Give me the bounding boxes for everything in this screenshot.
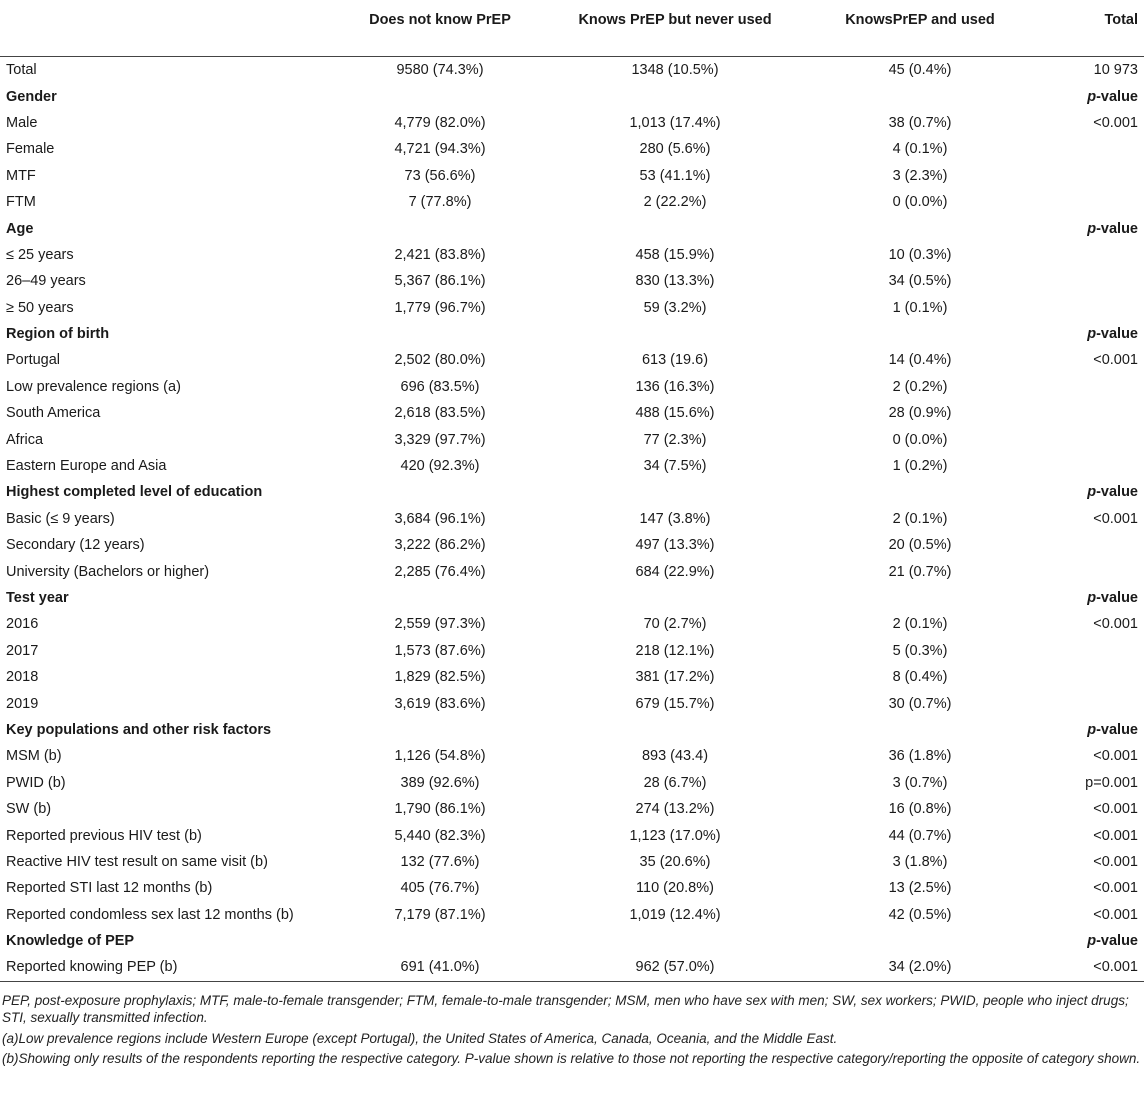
table-row <box>0 453 1144 479</box>
cell-knows-never-used: 77 (2.3%) <box>643 431 707 448</box>
table-row <box>0 770 1144 796</box>
row-label: 2017 <box>6 642 39 659</box>
empty-cell <box>550 479 800 505</box>
cell-total-pvalue: 10 973 <box>1093 62 1138 79</box>
pvalue-heading-suffix: -value <box>1096 590 1138 606</box>
cell-total-pvalue: <0.001 <box>1093 748 1138 765</box>
cell-knows-never-used: 34 (7.5%) <box>643 458 707 475</box>
cell-does-not-know: 2,421 (83.8%) <box>394 246 486 263</box>
cell-knows-and-used: 5 (0.3%) <box>892 642 948 659</box>
row-label: FTM <box>6 194 36 211</box>
cell-total-pvalue <box>1040 690 1144 716</box>
cell-total-pvalue <box>1040 638 1144 664</box>
table-row <box>0 295 1144 321</box>
cell-total-pvalue: <0.001 <box>1093 880 1138 897</box>
cell-knows-and-used: 4 (0.1%) <box>892 141 948 158</box>
cell-knows-never-used: 280 (5.6%) <box>639 141 711 158</box>
pvalue-heading-p: p <box>1087 220 1097 237</box>
empty-cell <box>800 479 1040 505</box>
table-footnotes <box>0 982 1144 1068</box>
empty-cell <box>330 83 550 109</box>
pvalue-heading-suffix: -value <box>1096 88 1138 105</box>
header-row <box>0 0 1144 57</box>
empty-cell <box>550 321 800 347</box>
pvalue-heading-p: p <box>1087 590 1097 606</box>
empty-cell <box>800 928 1040 954</box>
cell-knows-and-used: 45 (0.4%) <box>888 62 952 79</box>
section-header-row <box>0 717 1144 743</box>
empty-cell <box>330 321 550 347</box>
pvalue-heading <box>1040 928 1144 954</box>
cell-total-pvalue: <0.001 <box>1093 510 1138 527</box>
row-label: 2016 <box>6 616 39 633</box>
row-label: Male <box>6 114 38 131</box>
section-title: Key populations and other risk factors <box>6 721 272 738</box>
cell-knows-and-used: 42 (0.5%) <box>888 906 952 923</box>
header-total: Total <box>1040 0 1144 57</box>
empty-cell <box>330 928 550 954</box>
cell-knows-and-used: 21 (0.7%) <box>888 563 952 580</box>
cell-knows-never-used: 1,013 (17.4%) <box>629 114 721 131</box>
cell-knows-never-used: 830 (13.3%) <box>635 273 715 290</box>
cell-knows-never-used: 136 (16.3%) <box>635 378 715 395</box>
table-row <box>0 849 1144 875</box>
cell-knows-never-used: 2 (22.2%) <box>643 194 707 211</box>
cell-knows-never-used: 110 (20.8%) <box>636 880 714 897</box>
pvalue-heading <box>1040 321 1144 347</box>
row-label: Reactive HIV test result on same visit (b) <box>6 853 268 870</box>
row-label: 26–49 years <box>6 273 86 290</box>
cell-total-pvalue <box>1040 558 1144 584</box>
empty-cell <box>330 717 550 743</box>
cell-knows-never-used: 28 (6.7%) <box>643 774 707 791</box>
cell-knows-never-used: 458 (15.9%) <box>635 246 715 263</box>
cell-does-not-know: 132 (77.6%) <box>400 853 480 870</box>
pvalue-heading-suffix: -value <box>1096 721 1138 738</box>
cell-total-pvalue <box>1040 163 1144 189</box>
row-label: South America <box>6 405 101 422</box>
row-label: SW (b) <box>6 801 52 818</box>
cell-does-not-know: 4,779 (82.0%) <box>394 114 486 131</box>
row-label: MSM (b) <box>6 748 62 765</box>
cell-knows-and-used: 28 (0.9%) <box>888 405 952 422</box>
row-label: Low prevalence regions (a) <box>6 378 181 395</box>
table-row <box>0 638 1144 664</box>
cell-total-pvalue <box>1040 400 1144 426</box>
cell-does-not-know: 73 (56.6%) <box>404 167 476 184</box>
cell-knows-and-used: 2 (0.1%) <box>892 510 948 527</box>
cell-knows-and-used: 44 (0.7%) <box>888 827 952 844</box>
cell-does-not-know: 3,222 (86.2%) <box>394 537 486 554</box>
cell-total-pvalue <box>1040 136 1144 162</box>
cell-does-not-know: 1,126 (54.8%) <box>394 748 486 765</box>
section-title: Gender <box>6 88 57 105</box>
cell-total-pvalue <box>1040 374 1144 400</box>
pvalue-heading <box>1040 479 1144 505</box>
pvalue-heading <box>1040 215 1144 241</box>
cell-knows-and-used: 2 (0.2%) <box>892 378 948 395</box>
cell-does-not-know: 1,779 (96.7%) <box>394 299 486 316</box>
cell-does-not-know: 5,440 (82.3%) <box>394 827 486 844</box>
cell-total-pvalue <box>1040 268 1144 294</box>
cell-total-pvalue <box>1040 189 1144 215</box>
row-label: Africa <box>6 431 44 448</box>
cell-total-pvalue <box>1040 453 1144 479</box>
cell-total-pvalue <box>1040 295 1144 321</box>
table-row <box>0 506 1144 532</box>
cell-does-not-know: 2,618 (83.5%) <box>394 405 486 422</box>
table-row <box>0 611 1144 637</box>
cell-total-pvalue: <0.001 <box>1093 906 1138 923</box>
empty-cell <box>550 585 800 611</box>
cell-knows-never-used: 1,123 (17.0%) <box>629 827 721 844</box>
table-row <box>0 426 1144 452</box>
empty-cell <box>800 585 1040 611</box>
cell-total-pvalue <box>1040 242 1144 268</box>
cell-knows-and-used: 34 (0.5%) <box>888 273 952 290</box>
cell-does-not-know: 389 (92.6%) <box>400 774 480 791</box>
cell-does-not-know: 4,721 (94.3%) <box>394 141 486 158</box>
cell-does-not-know: 420 (92.3%) <box>400 458 480 475</box>
pvalue-heading <box>1040 83 1144 109</box>
cell-does-not-know: 2,502 (80.0%) <box>394 352 486 369</box>
empty-cell <box>550 83 800 109</box>
table-row <box>0 268 1144 294</box>
row-label: ≤ 25 years <box>6 246 74 263</box>
cell-does-not-know: 3,329 (97.7%) <box>394 431 486 448</box>
footnote-abbreviations: PEP, post-exposure prophylaxis; MTF, male-to-female transgender; FTM, female-to-male transgender; MSM, men who have sex with men; SW, sex workers; PWID, people who inject drugs; STI, sexually transmitted infection. <box>2 992 1129 1026</box>
empty-cell <box>550 717 800 743</box>
table-row <box>0 796 1144 822</box>
cell-does-not-know: 9580 (74.3%) <box>396 62 484 79</box>
cell-knows-never-used: 381 (17.2%) <box>635 669 715 686</box>
cell-does-not-know: 2,559 (97.3%) <box>394 616 486 633</box>
table-row <box>0 558 1144 584</box>
row-label: ≥ 50 years <box>6 299 74 316</box>
cell-knows-and-used: 3 (0.7%) <box>892 774 948 791</box>
row-label: Basic (≤ 9 years) <box>6 510 115 527</box>
pvalue-heading-suffix: -value <box>1096 933 1138 950</box>
cell-does-not-know: 5,367 (86.1%) <box>394 273 486 290</box>
cell-knows-and-used: 13 (2.5%) <box>888 880 952 897</box>
cell-total-pvalue: <0.001 <box>1093 114 1138 131</box>
table-row <box>0 902 1144 928</box>
section-title: Knowledge of PEP <box>6 933 135 950</box>
cell-total-pvalue: <0.001 <box>1093 853 1138 870</box>
pvalue-heading-p: p <box>1087 484 1097 501</box>
empty-cell <box>550 928 800 954</box>
cell-knows-never-used: 962 (57.0%) <box>550 954 800 981</box>
table-row <box>0 163 1144 189</box>
cell-total-pvalue <box>1040 664 1144 690</box>
cell-knows-never-used: 613 (19.6) <box>641 352 709 369</box>
cell-knows-and-used: 8 (0.4%) <box>892 669 948 686</box>
cell-knows-and-used: 1 (0.2%) <box>892 458 948 475</box>
table-row <box>0 57 1144 84</box>
section-header-row <box>0 321 1144 347</box>
row-label: Portugal <box>6 352 61 369</box>
table-row <box>0 822 1144 848</box>
pvalue-heading-suffix: -value <box>1096 220 1138 237</box>
cell-does-not-know: 2,285 (76.4%) <box>394 563 486 580</box>
cell-does-not-know: 405 (76.7%) <box>400 880 480 897</box>
cell-knows-never-used: 59 (3.2%) <box>643 299 707 316</box>
header-knows-and-used: KnowsPrEP and used <box>800 0 1040 57</box>
cell-knows-and-used: 38 (0.7%) <box>888 114 952 131</box>
row-label: Reported previous HIV test (b) <box>6 827 202 844</box>
cell-does-not-know: 3,684 (96.1%) <box>394 510 486 527</box>
header-does-not-know: Does not know PrEP <box>330 0 550 57</box>
table-header <box>0 0 1144 57</box>
row-label: Total <box>6 62 37 79</box>
section-header-row <box>0 928 1144 954</box>
section-header-row <box>0 479 1144 505</box>
row-label: PWID (b) <box>6 774 66 791</box>
table-body <box>0 57 1144 982</box>
cell-does-not-know: 1,829 (82.5%) <box>394 669 486 686</box>
empty-cell <box>330 585 550 611</box>
table-row <box>0 532 1144 558</box>
pvalue-heading-suffix: -value <box>1096 326 1138 343</box>
table-row <box>0 347 1144 373</box>
empty-cell <box>800 321 1040 347</box>
section-title: Region of birth <box>6 326 110 343</box>
cell-does-not-know: 7 (77.8%) <box>408 194 472 211</box>
header-label-column <box>0 0 330 57</box>
cell-knows-and-used: 34 (2.0%) <box>800 954 1040 981</box>
cell-knows-never-used: 218 (12.1%) <box>635 642 715 659</box>
empty-cell <box>800 717 1040 743</box>
table-row <box>0 400 1144 426</box>
cell-total-pvalue: <0.001 <box>1093 616 1138 633</box>
cell-knows-never-used: 35 (20.6%) <box>639 853 711 870</box>
row-label: Reported condomless sex last 12 months (b) <box>6 906 294 923</box>
section-title: Highest completed level of education <box>6 484 263 501</box>
table-row <box>0 690 1144 716</box>
row-label: Reported knowing PEP (b) <box>0 954 330 981</box>
empty-cell <box>800 215 1040 241</box>
table-row <box>0 189 1144 215</box>
cell-knows-and-used: 3 (1.8%) <box>892 853 948 870</box>
cell-knows-and-used: 0 (0.0%) <box>892 431 948 448</box>
cell-knows-never-used: 684 (22.9%) <box>635 563 715 580</box>
cell-knows-and-used: 3 (2.3%) <box>892 167 948 184</box>
row-label: Eastern Europe and Asia <box>6 458 167 475</box>
cell-knows-and-used: 36 (1.8%) <box>888 748 952 765</box>
header-knows-never-used: Knows PrEP but never used <box>550 0 800 57</box>
cell-knows-never-used: 1,019 (12.4%) <box>629 906 721 923</box>
pvalue-heading-p: p <box>1087 326 1097 343</box>
cell-knows-never-used: 1348 (10.5%) <box>631 62 719 79</box>
table-row <box>0 875 1144 901</box>
table-row <box>0 664 1144 690</box>
section-header-row <box>0 585 1144 611</box>
section-title: Age <box>6 220 34 237</box>
pvalue-heading-p: p <box>1087 933 1097 950</box>
cell-does-not-know: 7,179 (87.1%) <box>394 906 486 923</box>
section-header-row <box>0 83 1144 109</box>
cell-knows-never-used: 53 (41.1%) <box>639 167 711 184</box>
cell-knows-never-used: 70 (2.7%) <box>643 616 707 633</box>
cell-knows-never-used: 497 (13.3%) <box>635 537 715 554</box>
row-label: Female <box>6 141 55 158</box>
cell-total-pvalue: <0.001 <box>1093 827 1138 844</box>
row-label: 2018 <box>6 669 39 686</box>
pvalue-heading <box>1040 717 1144 743</box>
empty-cell <box>550 215 800 241</box>
cell-knows-never-used: 679 (15.7%) <box>635 695 715 712</box>
cell-knows-never-used: 893 (43.4) <box>641 748 709 765</box>
cell-knows-and-used: 30 (0.7%) <box>888 695 952 712</box>
cell-total-pvalue: <0.001 <box>1093 801 1138 818</box>
footnote-b: (b)Showing only results of the respondents reporting the respective category. P-value shown is relative to those not reporting the respective category/reporting the opposite of category shown. <box>2 1051 1141 1067</box>
table-row <box>0 374 1144 400</box>
cell-does-not-know: 3,619 (83.6%) <box>394 695 486 712</box>
footnote-a: (a)Low prevalence regions include Western Europe (except Portugal), the United States of America, Canada, Oceania, and the Middle East. <box>2 1030 838 1046</box>
cell-knows-never-used: 274 (13.2%) <box>635 801 715 818</box>
pvalue-heading-p: p <box>1087 721 1097 738</box>
table-row <box>0 743 1144 769</box>
row-label: Reported STI last 12 months (b) <box>6 880 213 897</box>
cell-knows-never-used: 147 (3.8%) <box>639 510 711 527</box>
empty-cell <box>330 215 550 241</box>
cell-knows-and-used: 10 (0.3%) <box>888 246 952 263</box>
table-row <box>0 242 1144 268</box>
row-label: Secondary (12 years) <box>6 537 145 554</box>
cell-does-not-know: 1,573 (87.6%) <box>394 642 486 659</box>
cell-knows-never-used: 488 (15.6%) <box>635 405 715 422</box>
cell-total-pvalue: p=0.001 <box>1085 774 1138 791</box>
cell-knows-and-used: 16 (0.8%) <box>888 801 952 818</box>
cell-total-pvalue <box>1040 532 1144 558</box>
cell-total-pvalue <box>1040 426 1144 452</box>
pvalue-heading-suffix: -value <box>1096 484 1138 501</box>
table-row <box>0 136 1144 162</box>
cell-total-pvalue: <0.001 <box>1040 954 1144 981</box>
row-label: MTF <box>6 167 36 184</box>
cell-does-not-know: 696 (83.5%) <box>400 378 480 395</box>
row-label: 2019 <box>6 695 39 712</box>
table-row <box>0 954 1144 981</box>
row-label: University (Bachelors or higher) <box>6 563 210 580</box>
cell-total-pvalue: <0.001 <box>1093 352 1138 369</box>
cell-knows-and-used: 1 (0.1%) <box>892 299 948 316</box>
cell-knows-and-used: 20 (0.5%) <box>888 537 952 554</box>
cell-does-not-know: 691 (41.0%) <box>330 954 550 981</box>
cell-does-not-know: 1,790 (86.1%) <box>394 801 486 818</box>
table-row <box>0 110 1144 136</box>
empty-cell <box>330 479 550 505</box>
section-header-row <box>0 215 1144 241</box>
cell-knows-and-used: 14 (0.4%) <box>888 352 952 369</box>
section-title: Test year <box>6 590 69 606</box>
cell-knows-and-used: 2 (0.1%) <box>892 616 948 633</box>
pvalue-heading-p: p <box>1087 88 1097 105</box>
empty-cell <box>800 83 1040 109</box>
cell-knows-and-used: 0 (0.0%) <box>892 194 948 211</box>
pvalue-heading <box>1040 585 1144 611</box>
